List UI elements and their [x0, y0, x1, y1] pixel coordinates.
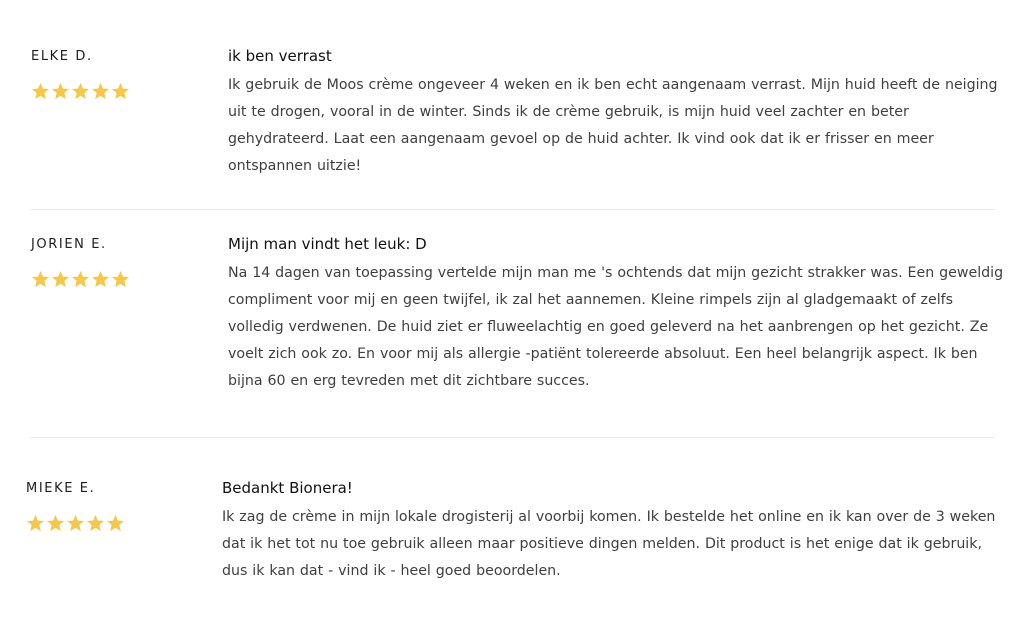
star-icon	[86, 514, 105, 533]
review-text: Na 14 dagen van toepassing vertelde mijn man me 's ochtends dat mijn gezicht strakker was. Een geweldig compliment voor mij en geen twijfel, ik zal het aannemen. Kleine rimpels zijn al gladgemaakt of zelfs volledig verdwenen. De huid ziet er fluweelachtig en goed geleverd na het aanbrengen op het gezicht. Ze voelt zich ook zo. En voor mij als allergie -patiënt tolereerde absoluut. Een heel belangrijk aspect. Ik ben bijna 60 en erg tevreden met dit zichtbare succes.	[228, 265, 1004, 389]
review-content	[228, 234, 1008, 395]
reviewer-name: MIEKE E.	[26, 481, 96, 496]
reviewer-info	[31, 237, 211, 289]
star-icon	[111, 82, 130, 101]
star-icon	[71, 82, 90, 101]
star-icon	[106, 514, 125, 533]
review-divider	[30, 437, 995, 438]
star-icon	[91, 82, 110, 101]
review-content	[222, 478, 1002, 585]
star-rating	[26, 514, 206, 533]
review-divider	[30, 209, 995, 210]
star-icon	[66, 514, 85, 533]
star-icon	[51, 82, 70, 101]
star-icon	[51, 270, 70, 289]
review-title: Bedankt Bionera!	[222, 479, 353, 497]
reviewer-info	[26, 481, 206, 533]
star-icon	[91, 270, 110, 289]
review-title: ik ben verrast	[228, 47, 332, 65]
review-content	[228, 46, 1008, 180]
reviewer-name: JORIEN E.	[31, 237, 107, 252]
star-icon	[46, 514, 65, 533]
reviewer-info	[31, 49, 211, 101]
review-text: Ik zag de crème in mijn lokale drogisterij al voorbij komen. Ik bestelde het online en ik kan over de 3 weken dat ik het tot nu toe gebruik alleen maar positieve dingen melden. Dit product is het enige dat ik gebruik, dus ik kan dat - vind ik - heel goed beoordelen.	[222, 509, 996, 579]
star-icon	[31, 82, 50, 101]
review-text: Ik gebruik de Moos crème ongeveer 4 weken en ik ben echt aangenaam verrast. Mijn huid heeft de neiging uit te drogen, vooral in de winter. Sinds ik de crème gebruik, is mijn huid veel zachter en beter gehydrateerd. Laat een aangenaam gevoel op de huid achter. Ik vind ook dat ik er frisser en meer ontspannen uitzie!	[228, 77, 998, 174]
star-icon	[26, 514, 45, 533]
star-icon	[71, 270, 90, 289]
star-icon	[111, 270, 130, 289]
review-title: Mijn man vindt het leuk: D	[228, 235, 427, 253]
star-icon	[31, 270, 50, 289]
reviewer-name: ELKE D.	[31, 49, 93, 64]
star-rating	[31, 270, 211, 289]
star-rating	[31, 82, 211, 101]
